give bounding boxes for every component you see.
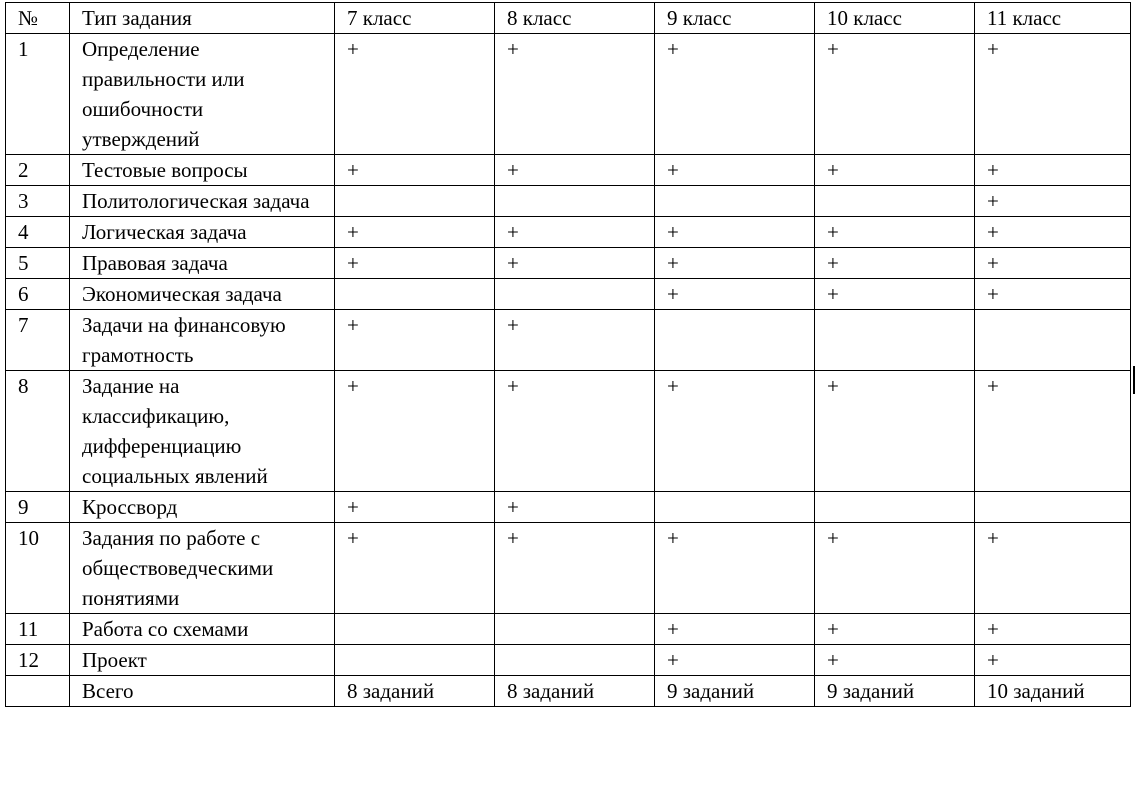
row-number: 1: [6, 34, 70, 155]
grade-9-mark: +: [655, 523, 815, 614]
row-number: 6: [6, 279, 70, 310]
total-grade-9: 9 заданий: [655, 676, 815, 707]
table-row: [6, 34, 1131, 155]
grade-8-mark: +: [495, 310, 655, 371]
header-grade-7: 7 класс: [335, 3, 495, 34]
table-row: [6, 248, 1131, 279]
table-row: [6, 523, 1131, 614]
grade-9-mark: +: [655, 645, 815, 676]
row-number: 11: [6, 614, 70, 645]
row-number: 12: [6, 645, 70, 676]
grade-9-mark: +: [655, 217, 815, 248]
grade-11-mark: +: [975, 248, 1131, 279]
task-type: Тестовые вопросы: [70, 155, 335, 186]
grade-10-mark: [815, 186, 975, 217]
grade-11-mark: +: [975, 34, 1131, 155]
grade-11-mark: +: [975, 217, 1131, 248]
header-number: №: [6, 3, 70, 34]
grade-10-mark: +: [815, 614, 975, 645]
grade-7-mark: +: [335, 371, 495, 492]
table-row: [6, 217, 1131, 248]
grade-11-mark: +: [975, 523, 1131, 614]
grade-10-mark: +: [815, 645, 975, 676]
grade-10-mark: +: [815, 155, 975, 186]
row-number: 4: [6, 217, 70, 248]
grade-11-mark: +: [975, 645, 1131, 676]
total-grade-11: 10 заданий: [975, 676, 1131, 707]
row-number: 2: [6, 155, 70, 186]
row-number: 7: [6, 310, 70, 371]
grade-9-mark: +: [655, 371, 815, 492]
task-type: Задачи на финансовую грамотность: [70, 310, 335, 371]
grade-8-mark: [495, 614, 655, 645]
grade-9-mark: [655, 310, 815, 371]
grade-8-mark: +: [495, 492, 655, 523]
grade-10-mark: +: [815, 523, 975, 614]
table-row: [6, 614, 1131, 645]
task-types-table: [5, 2, 1131, 707]
grade-8-mark: +: [495, 371, 655, 492]
grade-10-mark: [815, 492, 975, 523]
grade-7-mark: +: [335, 217, 495, 248]
grade-11-mark: [975, 492, 1131, 523]
grade-8-mark: [495, 186, 655, 217]
grade-11-mark: +: [975, 155, 1131, 186]
grade-11-mark: [975, 310, 1131, 371]
task-type: Логическая задача: [70, 217, 335, 248]
grade-8-mark: +: [495, 155, 655, 186]
text-cursor: [1133, 366, 1135, 394]
total-grade-10: 9 заданий: [815, 676, 975, 707]
grade-9-mark: +: [655, 34, 815, 155]
header-grade-10: 10 класс: [815, 3, 975, 34]
task-type: Определение правильности или ошибочности утверждений: [70, 34, 335, 155]
header-grade-11: 11 класс: [975, 3, 1131, 34]
total-number: [6, 676, 70, 707]
grade-11-mark: +: [975, 614, 1131, 645]
table-row: [6, 155, 1131, 186]
grade-8-mark: +: [495, 523, 655, 614]
header-grade-9: 9 класс: [655, 3, 815, 34]
grade-7-mark: +: [335, 492, 495, 523]
row-number: 9: [6, 492, 70, 523]
task-type: Кроссворд: [70, 492, 335, 523]
grade-7-mark: [335, 279, 495, 310]
grade-9-mark: +: [655, 614, 815, 645]
total-row: [6, 676, 1131, 707]
task-type: Работа со схемами: [70, 614, 335, 645]
grade-10-mark: +: [815, 34, 975, 155]
total-label: Всего: [70, 676, 335, 707]
table-row: [6, 279, 1131, 310]
table-row: [6, 186, 1131, 217]
grade-8-mark: +: [495, 217, 655, 248]
grade-7-mark: +: [335, 155, 495, 186]
total-grade-8: 8 заданий: [495, 676, 655, 707]
table-row: [6, 310, 1131, 371]
grade-8-mark: +: [495, 34, 655, 155]
grade-10-mark: +: [815, 279, 975, 310]
grade-10-mark: [815, 310, 975, 371]
grade-11-mark: +: [975, 186, 1131, 217]
task-type: Задания по работе с обществоведческими понятиями: [70, 523, 335, 614]
grade-9-mark: [655, 186, 815, 217]
grade-9-mark: +: [655, 248, 815, 279]
grade-9-mark: [655, 492, 815, 523]
grade-9-mark: +: [655, 155, 815, 186]
row-number: 8: [6, 371, 70, 492]
grade-10-mark: +: [815, 248, 975, 279]
task-type: Экономическая задача: [70, 279, 335, 310]
grade-7-mark: +: [335, 34, 495, 155]
task-type: Политологическая задача: [70, 186, 335, 217]
task-type: Правовая задача: [70, 248, 335, 279]
header-row: [6, 3, 1131, 34]
grade-10-mark: +: [815, 371, 975, 492]
row-number: 3: [6, 186, 70, 217]
table-row: [6, 492, 1131, 523]
row-number: 5: [6, 248, 70, 279]
grade-11-mark: +: [975, 371, 1131, 492]
grade-8-mark: [495, 279, 655, 310]
grade-7-mark: [335, 614, 495, 645]
grade-8-mark: [495, 645, 655, 676]
grade-9-mark: +: [655, 279, 815, 310]
table-row: [6, 645, 1131, 676]
header-task-type: Тип задания: [70, 3, 335, 34]
task-type: Задание на классификацию, дифференциацию социальных явлений: [70, 371, 335, 492]
grade-8-mark: +: [495, 248, 655, 279]
task-type: Проект: [70, 645, 335, 676]
grade-11-mark: +: [975, 279, 1131, 310]
grade-7-mark: [335, 186, 495, 217]
row-number: 10: [6, 523, 70, 614]
grade-10-mark: +: [815, 217, 975, 248]
header-grade-8: 8 класс: [495, 3, 655, 34]
grade-7-mark: +: [335, 310, 495, 371]
grade-7-mark: +: [335, 523, 495, 614]
grade-7-mark: [335, 645, 495, 676]
grade-7-mark: +: [335, 248, 495, 279]
table-row: [6, 371, 1131, 492]
total-grade-7: 8 заданий: [335, 676, 495, 707]
